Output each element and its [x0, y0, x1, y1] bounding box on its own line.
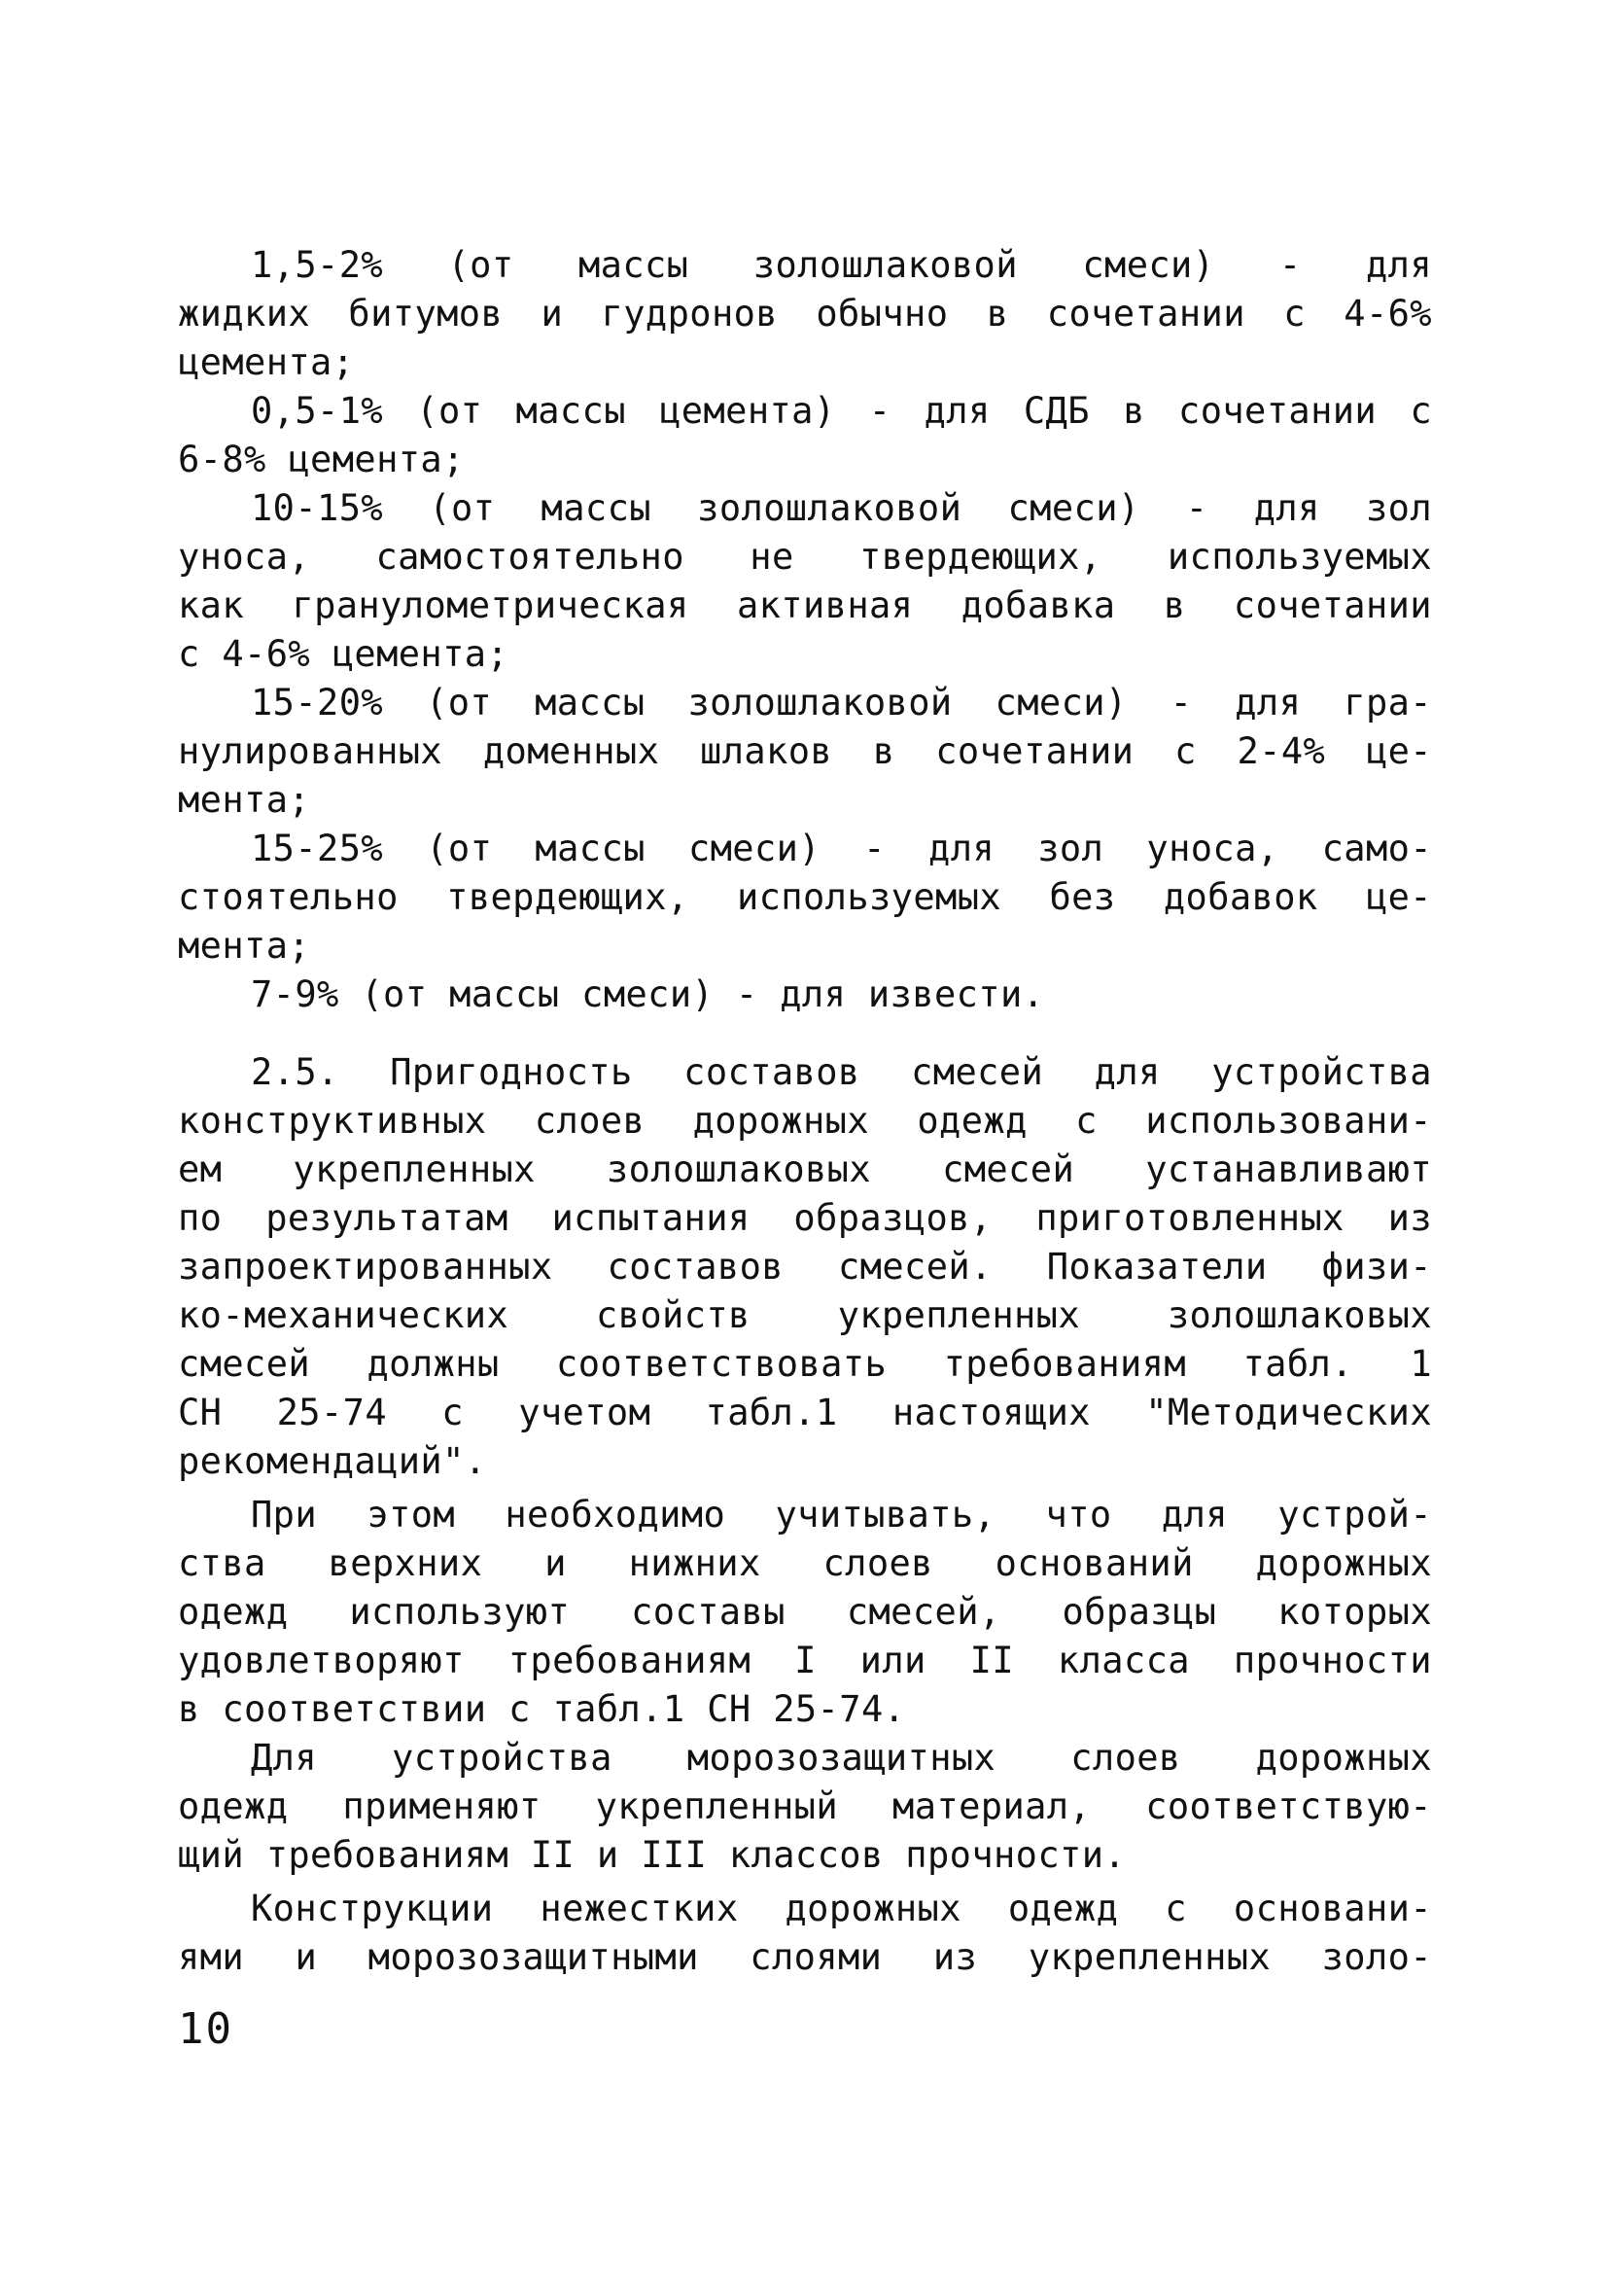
text-line: 2.5. Пригодность составов смесей для устройства	[251, 1051, 1432, 1093]
text-line: стоятельно твердеющих, используемых без добавок це-	[178, 876, 1432, 918]
text-line: рекомендаций".	[178, 1440, 487, 1482]
text-line: 10-15% (от массы золошлаковой смеси) - для зол	[251, 487, 1432, 529]
text-line: мента;	[178, 779, 311, 821]
text-line: ко-механических свойств укрепленных золошлаковых	[178, 1294, 1432, 1336]
text-line: щий требованиям II и III классов прочности.	[178, 1834, 1127, 1876]
text-line: ями и морозозащитными слоями из укрепленных золо-	[178, 1936, 1432, 1978]
text-line: уноса, самостоятельно не твердеющих, используемых	[178, 536, 1432, 578]
text-line: одежд используют составы смесей, образцы которых	[178, 1591, 1432, 1633]
text-line: СН 25-74 с учетом табл.1 настоящих "Методических	[178, 1392, 1432, 1433]
text-line: удовлетворяют требованиям I или II класса прочности	[178, 1640, 1432, 1681]
text-line: 15-20% (от массы золошлаковой смеси) - для гра-	[251, 682, 1432, 724]
text-line: одежд применяют укрепленный материал, соответствую-	[178, 1785, 1432, 1827]
text-line: 6-8% цемента;	[178, 439, 465, 480]
text-line: ем укрепленных золошлаковых смесей устанавливают	[178, 1148, 1432, 1190]
text-line: цемента;	[178, 341, 355, 383]
text-line: 15-25% (от массы смеси) - для зол уноса, само-	[251, 828, 1432, 869]
text-line: жидких битумов и гудронов обычно в сочетании с 4-6%	[178, 293, 1432, 335]
text-line: в соответствии с табл.1 СН 25-74.	[178, 1688, 906, 1730]
text-line: мента;	[178, 925, 311, 967]
text-line: Конструкции нежестких дорожных одежд с основани-	[251, 1888, 1432, 1929]
text-line: по результатам испытания образцов, приготовленных из	[178, 1197, 1432, 1239]
text-line: 1,5-2% (от массы золошлаковой смеси) - для	[251, 244, 1432, 286]
text-line: Для устройства морозозащитных слоев дорожных	[251, 1737, 1432, 1779]
text-line: При этом необходимо учитывать, что для устрой-	[251, 1494, 1432, 1536]
text-line: как гранулометрическая активная добавка в сочетании	[178, 584, 1432, 626]
text-line: смесей должны соответствовать требованиям табл. 1	[178, 1343, 1432, 1385]
text-line: с 4-6% цемента;	[178, 633, 509, 675]
text-line: 0,5-1% (от массы цемента) - для СДБ в сочетании с	[251, 390, 1432, 432]
page-number: 10	[178, 2004, 233, 2054]
text-line: нулированных доменных шлаков в сочетании с 2-4% це-	[178, 730, 1432, 772]
text-line: запроектированных составов смесей. Показатели физи-	[178, 1246, 1432, 1288]
text-line: конструктивных слоев дорожных одежд с использовани-	[178, 1100, 1432, 1142]
text-line: 7-9% (от массы смеси) - для извести.	[251, 973, 1045, 1015]
text-line: ства верхних и нижних слоев оснований дорожных	[178, 1542, 1432, 1584]
